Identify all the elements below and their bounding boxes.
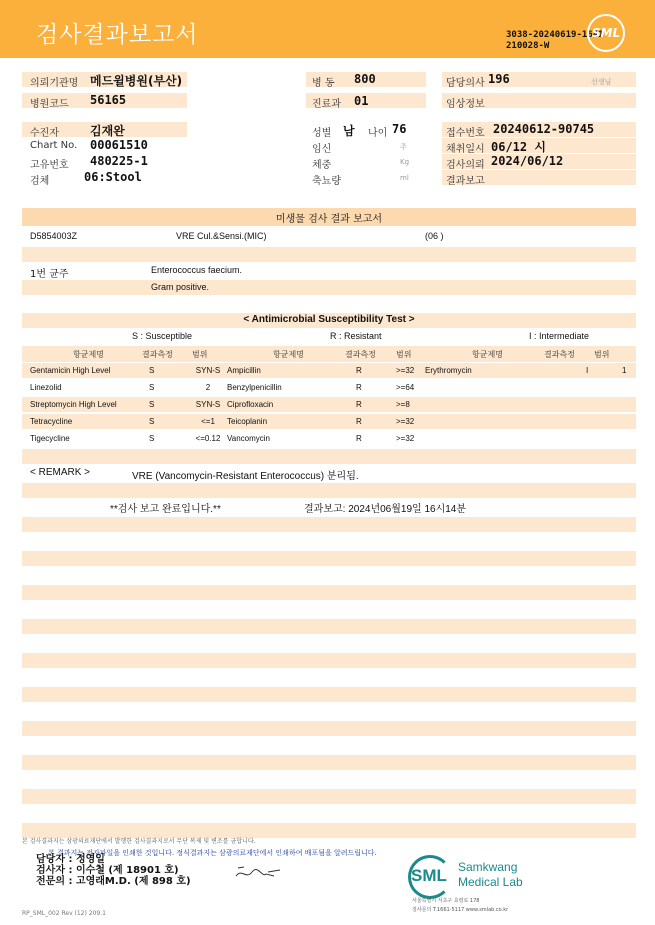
ast-range: <=0.12 [195, 434, 221, 443]
section-title: 미생물 검사 결과 보고서 [275, 214, 383, 225]
lab-name-line2: Medical Lab [458, 875, 523, 889]
chart-label: Chart No. [30, 140, 78, 151]
doctor-label: 담당의사 [446, 78, 485, 89]
ward-label: 병 동 [312, 78, 335, 89]
hospital-code-label: 병원코드 [30, 99, 69, 110]
ast-drug: Erythromycin [425, 366, 472, 375]
gram-stain: Gram positive. [151, 282, 210, 292]
ast-drug: Gentamicin High Level [30, 366, 111, 375]
test-name: VRE Cul.&Sensi.(MIC) [176, 231, 267, 241]
staff-specialist: 전문의 : 고영래M.D. (제 898 호) [36, 876, 191, 887]
band [22, 619, 636, 634]
col-result-3: 결과측정 [544, 350, 575, 359]
col-range-1: 범위 [192, 350, 208, 359]
hospital-code-value: 56165 [90, 93, 127, 107]
band [22, 721, 636, 736]
col-range-3: 범위 [594, 350, 610, 359]
signature-image [234, 862, 284, 884]
report-code-line1: 3038-20240619-1641 [506, 30, 604, 40]
ast-result: R [356, 383, 362, 392]
ast-drug: Benzylpenicillin [227, 383, 282, 392]
age-label: 나이 [368, 128, 388, 139]
sml-logo-text: SML [411, 866, 447, 885]
doctor-value: 196 [488, 72, 510, 86]
ast-result: R [356, 417, 362, 426]
ast-range: SYN-S [195, 400, 221, 409]
table-row [22, 414, 636, 429]
completion-text: **검사 보고 완료입니다.** [110, 504, 221, 515]
lab-address: 서울특별시 서초구 효령로 178 [412, 898, 480, 904]
table-row [22, 380, 636, 395]
ast-result: R [356, 366, 362, 375]
dept-label: 진료과 [312, 99, 341, 110]
ast-drug: Ampicillin [227, 366, 261, 375]
receipt-value: 20240612-90745 [493, 122, 595, 136]
form-code: RP_SML_002 Rev (12) 209.1 [22, 910, 106, 917]
band [22, 687, 636, 702]
band [22, 449, 636, 464]
report-code-line2: 210028-W [506, 41, 550, 51]
table-row [22, 431, 636, 446]
band [22, 755, 636, 770]
col-range-2: 범위 [396, 350, 412, 359]
clinical-label: 임상정보 [446, 99, 485, 110]
band [22, 653, 636, 668]
test-code: D5854003Z [30, 231, 78, 241]
institution-value: 메드윌병원(부산) [90, 74, 183, 88]
report-label: 결과보고 [446, 176, 485, 187]
weight-label: 체중 [312, 160, 332, 171]
ast-title: < Antimicrobial Susceptibility Test > [243, 314, 415, 325]
ast-drug: Tetracycline [30, 417, 73, 426]
ast-drug: Streptomycin High Level [30, 400, 117, 409]
ast-result: S [149, 383, 155, 392]
remark-text: VRE (Vancomycin-Resistant Enterococcus) 분리됨. [132, 471, 359, 482]
col-drug-2: 항균제명 [273, 350, 304, 359]
ast-range: >=64 [396, 383, 415, 392]
disclaimer-line1: 본 검사결과지는 삼광의료재단에서 발행한 검사결과지로서 무단 복제 및 변조를 금합니다. [22, 838, 256, 845]
ast-result: S [149, 434, 155, 443]
receipt-label: 접수번호 [446, 128, 485, 139]
document-title: 검사결과보고서 [36, 22, 199, 48]
legend-resistant: R : Resistant [330, 331, 382, 341]
lab-name-line1: Samkwang [458, 860, 518, 874]
lab-contact: 검사문의 T.1661-5117 www.smlab.co.kr [412, 907, 509, 913]
band [22, 247, 636, 262]
weight-unit: Kg [400, 158, 410, 166]
report-datetime: 결과보고: 2024년06월19일 16시14분 [304, 504, 467, 515]
legend-intermediate: I : Intermediate [529, 331, 590, 341]
ast-drug: Tigecycline [30, 434, 70, 443]
ast-result: S [149, 417, 155, 426]
ast-result: R [356, 400, 362, 409]
ast-drug: Linezolid [30, 383, 62, 392]
urine-unit: ml [400, 174, 409, 182]
staff-manager: 담당자 : 정영일 [36, 854, 105, 865]
patient-value: 김재완 [90, 124, 125, 138]
collect-value: 06/12 시 [491, 140, 546, 154]
col-result-1: 결과측정 [142, 350, 173, 359]
institution-label: 의뢰기관명 [30, 78, 79, 89]
urine-label: 축뇨량 [312, 176, 341, 187]
ast-range: 1 [622, 366, 627, 375]
ast-result: I [586, 366, 589, 375]
patient-label: 수진자 [30, 128, 59, 139]
col-drug-1: 항균제명 [73, 350, 104, 359]
band [22, 585, 636, 600]
pregnancy-label: 임신 [312, 144, 332, 155]
ast-drug: Vancomycin [227, 434, 270, 443]
band [22, 517, 636, 532]
band [22, 483, 636, 498]
table-row [22, 363, 636, 378]
col-drug-3: 항균제명 [472, 350, 503, 359]
disclaimer-line2: 본 결과지는 전자파일을 인쇄한 것입니다. 정식결과지는 삼광의료재단에서 인쇄하여 배포됨을 알려드립니다. [48, 849, 377, 857]
specimen-value: 06:Stool [84, 170, 142, 184]
id-label: 고유번호 [30, 160, 69, 171]
sml-header-logo: SML [587, 14, 625, 52]
id-value: 480225-1 [90, 154, 148, 168]
band [22, 280, 636, 295]
ast-range: >=32 [396, 366, 415, 375]
organism-name: Enterococcus faecium. [151, 265, 243, 275]
ast-result: S [149, 366, 155, 375]
col-result-2: 결과측정 [345, 350, 376, 359]
ast-result: R [356, 434, 362, 443]
age-value: 76 [392, 122, 407, 136]
request-value: 2024/06/12 [491, 154, 564, 168]
request-label: 검사의뢰 [446, 160, 485, 171]
ast-range: >=8 [396, 400, 410, 409]
ast-drug: Teicoplanin [227, 417, 268, 426]
isolate-label: 1번 균주 [30, 269, 69, 280]
pregnancy-unit: 주 [400, 143, 407, 151]
specimen-label: 검체 [30, 176, 50, 187]
test-number: (06 ) [425, 231, 444, 241]
ast-range: <=1 [201, 417, 215, 426]
ast-drug: Ciprofloxacin [227, 400, 274, 409]
ast-range: SYN-S [195, 366, 221, 375]
ast-range: >=32 [396, 417, 415, 426]
ast-range: >=32 [396, 434, 415, 443]
doctor-suffix: 선생님 [591, 78, 612, 86]
staff-tester: 검사자 : 이수철 (제 18901 호) [36, 865, 179, 876]
ward-value: 800 [354, 72, 376, 86]
ast-range: 2 [205, 383, 211, 392]
ast-result: S [149, 400, 155, 409]
sex-value: 남 [343, 124, 355, 138]
sex-label: 성별 [312, 128, 332, 139]
collect-label: 채취일시 [446, 144, 485, 155]
band [22, 551, 636, 566]
remark-label: < REMARK > [30, 467, 91, 478]
chart-value: 00061510 [90, 138, 148, 152]
legend-susceptible: S : Susceptible [132, 331, 193, 341]
band [22, 789, 636, 804]
dept-value: 01 [354, 94, 369, 108]
